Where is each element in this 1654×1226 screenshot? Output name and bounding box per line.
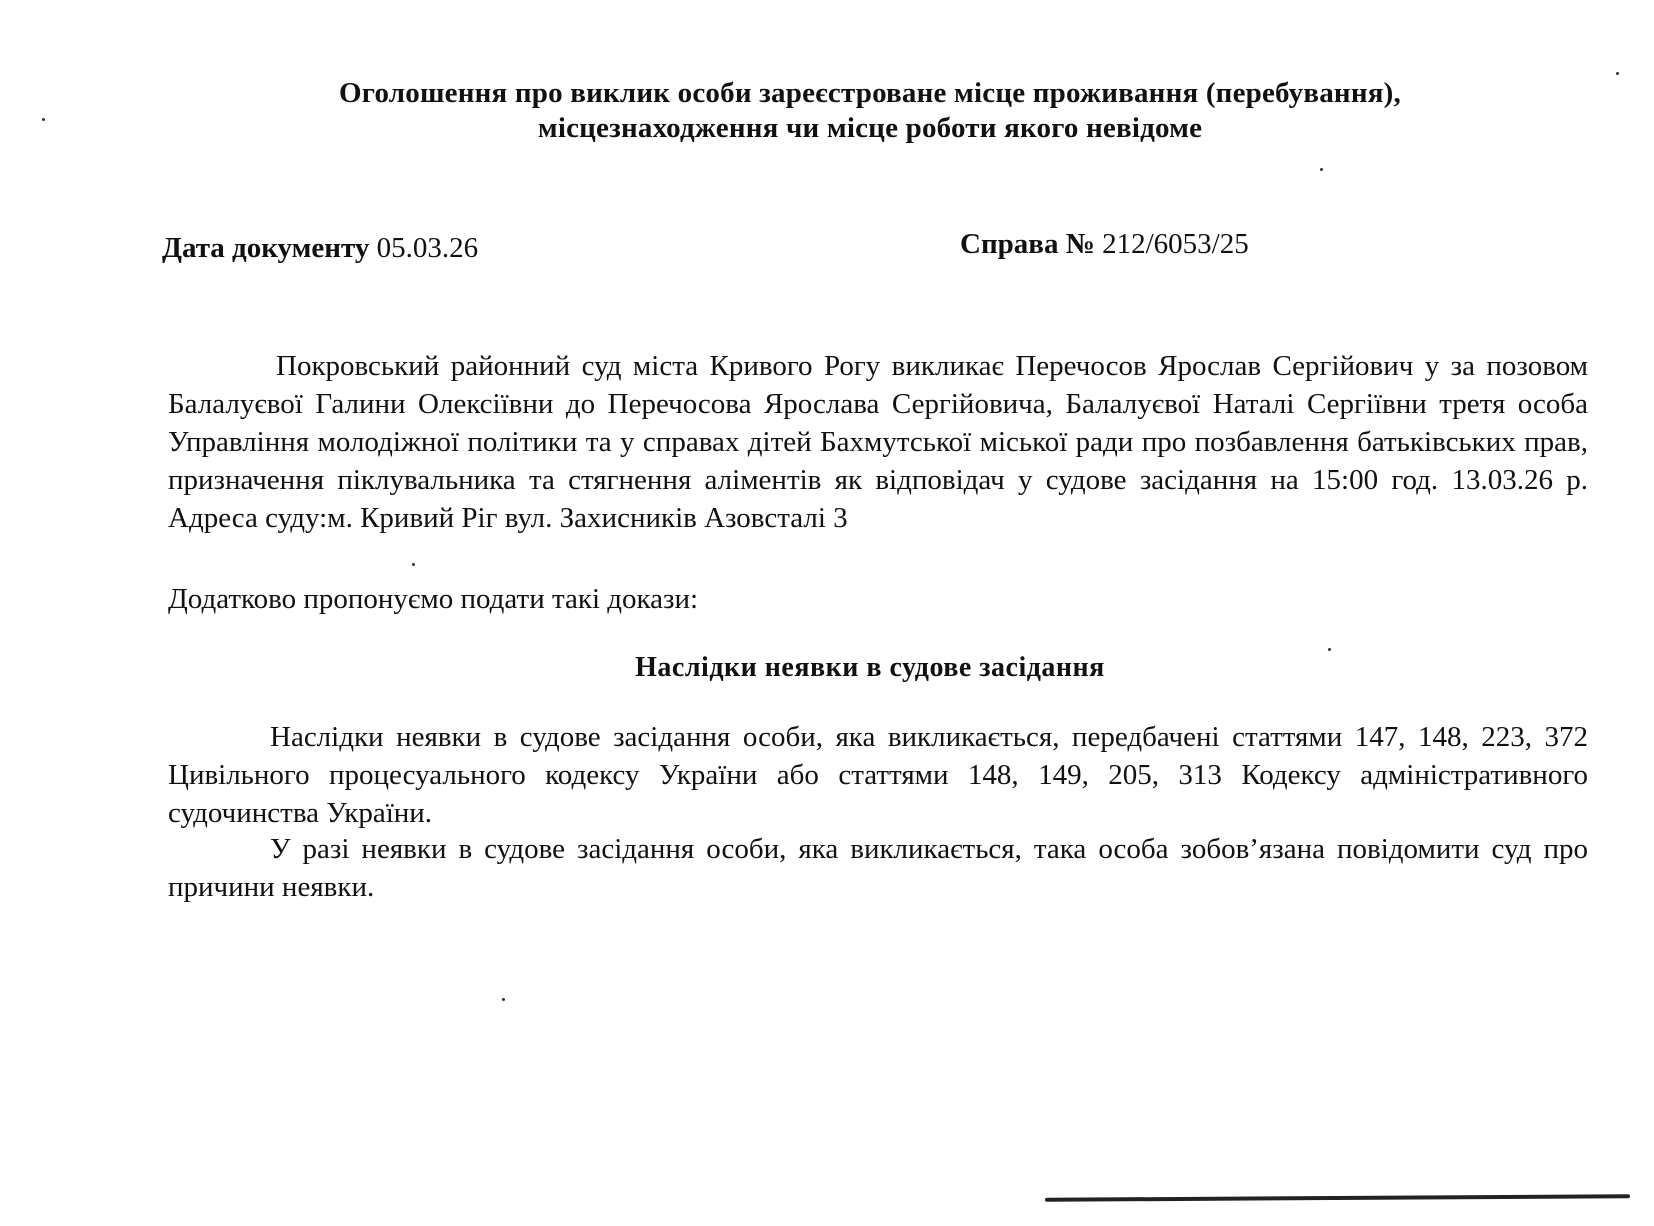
additional-evidence-note: Додатково пропонуємо подати такі докази: (168, 583, 699, 615)
case-number-label: Справа № (960, 228, 1095, 260)
obligation-paragraph: У разі неявки в судове засідання особи, яка викликається, така особа зобов’язана повідомити суд про причини неявки. (168, 833, 1588, 903)
consequences-paragraph: Наслідки неявки в судове засідання особи, яка викликається, передбачені статтями 147, 148, 223, 372 Цивільного процесуального кодексу України або статтями 148, 149, 205, 313 Кодексу адміністративного судочинства України. (168, 721, 1588, 829)
scan-speck (502, 998, 505, 1001)
scan-speck (412, 563, 415, 566)
document-title-line-2: місцезнаходження чи місце роботи якого невідоме (537, 112, 1203, 144)
document-title-line-1: Оголошення про виклик особи зареєстроване місце проживання (перебування), (339, 77, 1401, 109)
document-date-label: Дата документу (162, 232, 370, 264)
summons-paragraph: Покровський районний суд міста Кривого Рогу викликає Перечосов Ярослав Сергійович у за позовом Балалуєвої Галини Олексіївни до Перечосова Ярослава Сергійовича, Балалуєвої Наталі Сергіївни третя особа Управління молодіжної політики та у справах дітей Бахмутської міської ради про позбавлення батьківських прав, призначення піклувальника та стягнення аліментів як відповідач у судове засідання на 15:00 год. 13.03.26 р. Адреса суду:м. Кривий Ріг вул. Захисників Азовсталі 3 (168, 350, 1588, 534)
scan-edge-line (1045, 1194, 1630, 1202)
scan-speck (1320, 168, 1323, 171)
scan-speck (1616, 72, 1619, 75)
scan-speck (42, 118, 45, 121)
case-number (960, 226, 1249, 262)
document-date (162, 230, 478, 266)
document-date-value: 05.03.26 (376, 232, 479, 264)
scan-speck (1328, 648, 1331, 651)
case-number-value: 212/6053/25 (1102, 228, 1249, 260)
consequences-heading: Наслідки неявки в судове засідання (635, 652, 1105, 683)
